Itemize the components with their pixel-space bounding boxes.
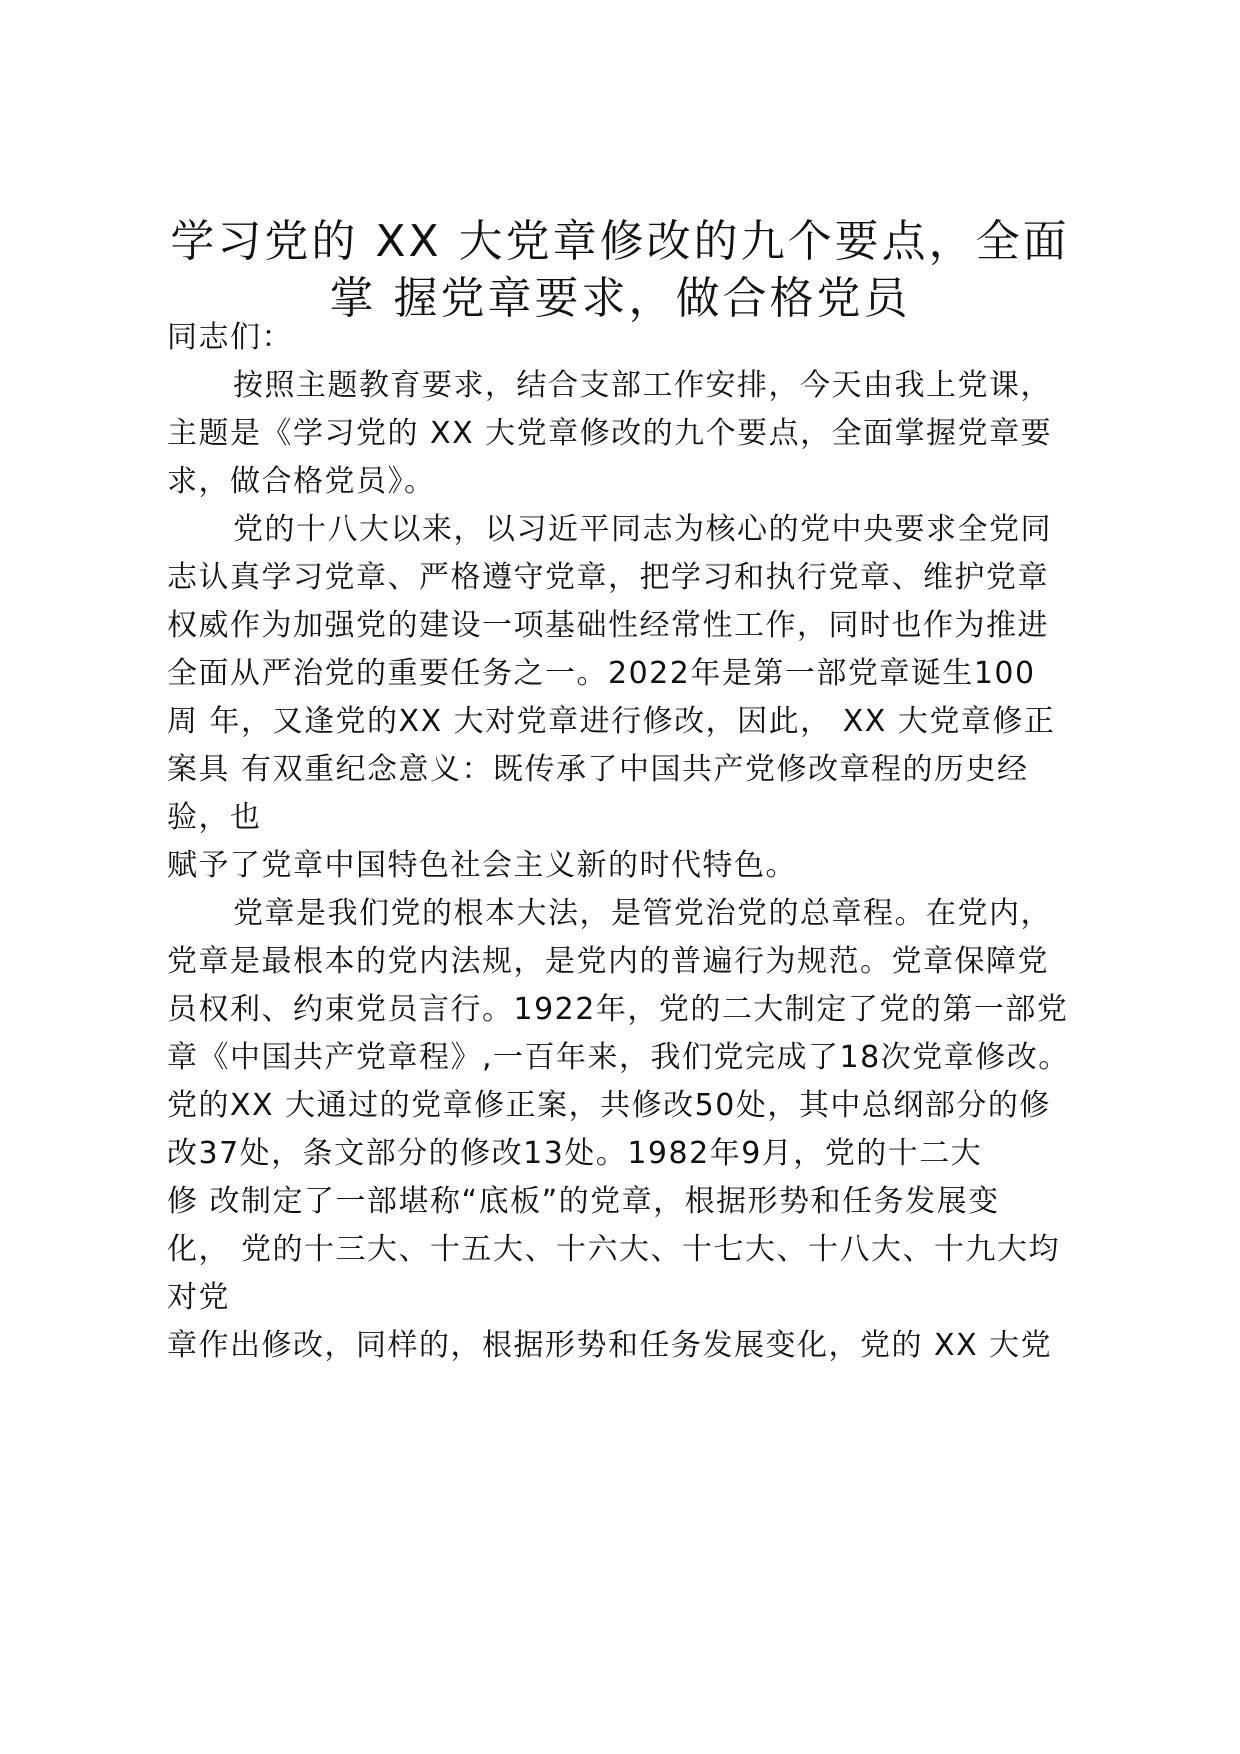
body-line: 案具 有双重纪念意义：既传承了中国共产党修改章程的历史经 — [167, 752, 1029, 787]
body-line: 求，做合格党员》。 — [167, 464, 436, 499]
body-line: 全面从严治党的重要任务之一。2022年是第一部党章诞生100 — [167, 656, 1036, 691]
body-line: 主题是《学习党的 XX 大党章修改的九个要点，全面掌握党章要 — [167, 416, 1053, 451]
body-line: 对党 — [167, 1280, 230, 1315]
salutation: 同志们： — [167, 320, 293, 355]
body-line: 党章是我们党的根本大法，是管党治党的总章程。在党内， — [233, 896, 1052, 931]
body-line: 修 改制定了一部堪称“底板”的党章，根据形势和任务发展变 — [167, 1184, 1000, 1219]
body-line: 权威作为加强党的建设一项基础性经常性工作，同时也作为推进 — [167, 608, 1049, 643]
body-line: 周 年，又逢党的XX 大对党章进行修改，因此， XX 大党章修正 — [167, 704, 1056, 739]
body-line: 党的XX 大通过的党章修正案，共修改50处，其中总纲部分的修 — [167, 1088, 1051, 1123]
body-line: 验，也 — [167, 800, 262, 835]
body-line: 党的十八大以来，以习近平同志为核心的党中央要求全党同 — [233, 512, 1052, 547]
body-line: 党章是最根本的党内法规，是党内的普遍行为规范。党章保障党 — [167, 944, 1049, 979]
body-line: 章《中国共产党章程》,一百年来，我们党完成了18次党章修改。 — [167, 1040, 1070, 1075]
body-line: 章作出修改，同样的，根据形势和任务发展变化，党的 XX 大党 — [167, 1328, 1053, 1363]
document-title-line-1: 学习党的 XX 大党章修改的九个要点，全面 — [170, 216, 1070, 267]
body-line: 化， 党的十三大、十五大、十六大、十七大、十八大、十九大均 — [167, 1232, 1061, 1267]
body-line: 按照主题教育要求，结合支部工作安排，今天由我上党课， — [233, 368, 1052, 403]
body-line: 员权利、约束党员言行。1922年，党的二大制定了党的第一部党 — [167, 992, 1069, 1027]
body-line: 志认真学习党章、严格遵守党章，把学习和执行党章、维护党章 — [167, 560, 1049, 595]
body-line: 赋予了党章中国特色社会主义新的时代特色。 — [167, 848, 797, 883]
document-title-line-2: 掌 握党章要求，做合格党员 — [329, 273, 911, 324]
body-line: 改37处，条文部分的修改13处。1982年9月，党的十二大 — [167, 1136, 983, 1171]
